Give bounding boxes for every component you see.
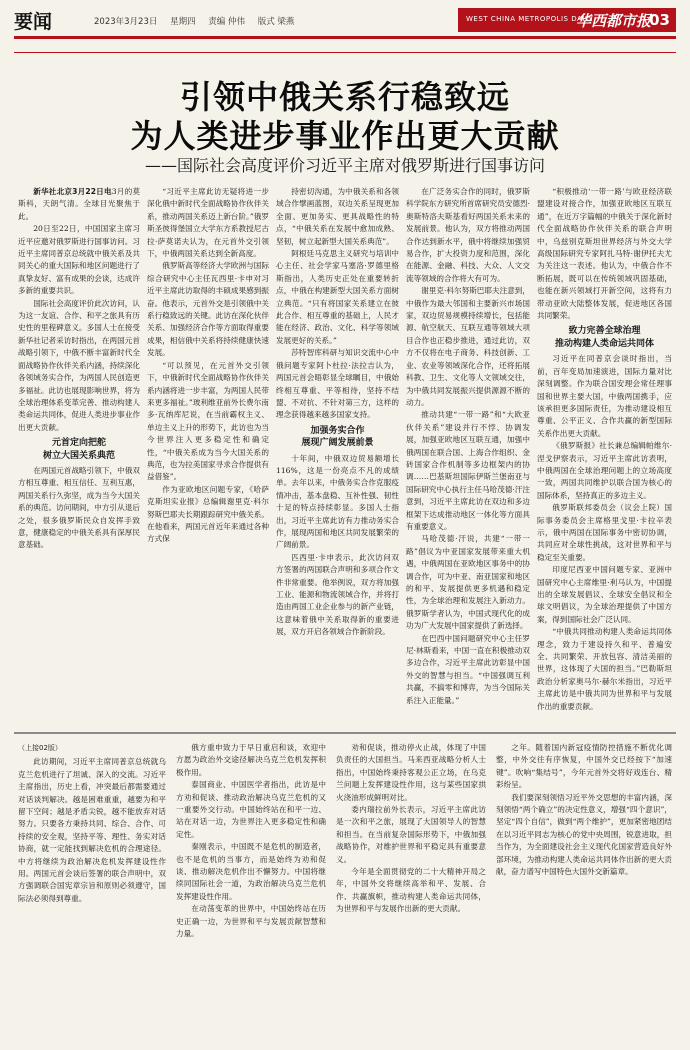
paragraph: 俄罗斯高等经济大学欧洲与国际综合研究中心主任瓦西里·卡申对习近平主席此访取得的丰硕成果感到振奋。他表示，元首外交是引领俄中关系行稳致远的关键。此访在深化伙伴关系、加强经济合作等方面取得重要成果，相信俄中关系将持续健康快速发展。 [147, 261, 269, 358]
paragraph: 十年间，中俄双边贸易额增长116%，这是一份亮点不凡的成绩单。去年以来，中俄务实合作克服疫情冲击，基本盘稳、互补性强、韧性十足的特点持续彰显。多国人士指出，习近平主席此访有力推动务实合作，展现两国和地区共同发展繁荣的广阔前景。 [276, 453, 399, 550]
paragraph: 俄方重申致力于早日重启和谈，欢迎中方愿为政治外交途径解决乌克兰危机发挥积极作用。 [176, 743, 326, 777]
section-divider [14, 732, 676, 734]
paragraph: “习近平主席此访无疑将进一步深化俄中新时代全面战略协作伙伴关系，推动两国关系迈上新台阶。”俄罗斯圣彼得堡国立大学东方系教授尼古拉·萨莫诺夫认为，在元首外交引领下，中俄两国关系达到全新高度。 [147, 187, 269, 259]
paragraph: 印度尼西亚中国问题专家、亚洲中国研究中心主席维里·利马认为，中国提出的全球发展倡议、全球安全倡议和全球文明倡议，为全球治理提供了中国方案，得到国际社会广泛认同。 [537, 565, 672, 624]
issue-date: 2023年3月23日 [94, 17, 158, 27]
paragraph: 在巴西中国问题研究中心主任罗尼·林斯看来，中国一直在积极推动双多边合作，习近平主席此访彰显中国外交的智慧与担当。“中国强调互利共赢，不搞零和博弈，为当今国际关系注入正能量。” [406, 633, 530, 705]
paragraph: 谢里克·科尔努斯巴耶夫注意到，中俄作为最大邻国和主要新兴市场国家，双边贸易规模持续增长，包括能源、航空航天、互联互通等领域大项目合作也正稳步推进，通过此访，双方不仅将在电子商务、科技创新、工业、农业等领域深化合作，还将拓展科教、卫生、文化等人文领域交往，为中俄共同发展振兴提供源源不断的动力。 [406, 286, 530, 407]
continued-column-3 [336, 742, 486, 1044]
continued-marker: （上接02版） [18, 744, 62, 752]
paragraph: 在广泛务实合作的同时，俄罗斯科学院东方研究所首席研究员安德烈·奥斯特洛夫斯基看好两国关系未来的发展前景。他认为，双方将推动两国合作达到新水平，俄中将继续加强贸易合作，扩大投资力度和范围，深化在能源、金融、科技、大众、人文交流等领域的合作将大有可为。 [406, 187, 530, 283]
english-name: WEST CHINA METROPOLIS DAILY [466, 15, 594, 23]
paragraph: 阿根廷马克思主义研究与培训中心主任、社会学家马塞洛·罗德里格斯指出，人类历史正处在重要转折点，中俄在构建新型大国关系方面树立典范。“只有将国家关系建立在彼此合作、相互尊重的基础上，人民才能在经济、政治、文化、科学等领域发展更好的关系。” [276, 249, 399, 345]
continued-column-4 [496, 742, 672, 1044]
paragraph: 秦刚表示，中国既不是危机的制造者，也不是危机的当事方，而是始终为劝和促谈、推动解决危机作出不懈努力。中国将继续同国际社会一道，为政治解决乌克兰危机发挥建设性作用。 [176, 842, 326, 901]
paragraph: 马哈茂德·汗说，共建“一带一路”倡议为中亚国家发展带来重大机遇，中俄两国在亚欧地区事务中的协调合作，可为中亚、南亚国家和地区的和平、发展提供更多机遇和稳定性，为全球治理和发展注入新动力。俄罗斯学者认为，中国式现代化的成功为广大发展中国家提供了新选择。 [406, 534, 530, 631]
article-column-4 [406, 186, 530, 726]
newspaper-logo: 华西都市报 [576, 12, 652, 30]
paragraph: 在动荡变革的世界中，中国始终站在历史正确一边，为世界和平与发展贡献智慧和力量。 [176, 904, 326, 939]
paragraph: 持密切沟通，为中俄关系和各领域合作擘画蓝图，双边关系呈现更加全面、更加务实、更具战略性的特点，“中俄关系在发展中愈加成熟、坚韧，树立起新型大国关系典范”。 [276, 187, 399, 246]
paragraph: 泰国商业、中国医学者指出，此访是中方劝和促谈、推动政治解决乌克兰危机的又一重要外交行动。中国始终站在和平一边、站在对话一边，为世界注入更多稳定性和确定性。 [176, 780, 326, 839]
paragraph: 劝和促谈，推动停火止战，体现了中国负责任的大国担当。马来西亚战略分析人士指出，中国始终秉持客观公正立场，在乌克兰问题上发挥建设性作用，这与某些国家拱火浇油形成鲜明对比。 [336, 743, 486, 802]
paragraph: 国际社会高度评价此次访问，认为这一友谊、合作、和平之旅具有历史性的里程碑意义。多国人士在接受新华社记者采访时指出，在两国元首战略引领下，中俄不断丰富新时代全面战略协作伙伴关系内涵，持续深化各领域务实合作，为两国人民创造更多福祉。此访也展现影响世界，将为全球治理体系变革完善、推动构建人类命运共同体，促进人类进步事业作出更大贡献。 [18, 298, 140, 432]
continued-column-1 [18, 742, 166, 1044]
section-name: 要闻 [14, 11, 53, 33]
article-column-3 [276, 186, 399, 726]
paragraph: 莎特智库科研与知识交流中心中俄问题专家阿卜杜拉·法拉吉认为，两国元首会晤彰显全球瞩目，中俄始终相互尊重、平等相待，坚持不结盟、不对抗、不针对第三方，这样的理念获得越来越多国家支持。 [276, 348, 399, 420]
page-number: 03 [649, 11, 670, 29]
article-column-1 [18, 186, 140, 726]
paragraph: 俄罗斯联邦委员会（议会上院）国际事务委员会主席格里戈里·卡拉辛表示，俄中两国在国际事务中密切协调，共同应对全球性挑战，这对世界和平与稳定至关重要。 [537, 503, 672, 562]
lead-tag: 新华社北京3月22日电 [33, 187, 112, 196]
paragraph: 今年是全面贯彻党的二十大精神开局之年，中国外交将继续高举和平、发展、合作、共赢旗帜，推动构建人类命运共同体，为世界和平与发展作出新的更大贡献。 [336, 867, 486, 914]
paragraph: 推动共建“一带一路”和“大欧亚伙伴关系”建设并行不悖、协调发展，加强亚欧地区互联互通，加强中俄两国在联合国、上海合作组织、金砖国家合作机制等多边框架内的协调……巴基斯坦国际伊斯兰堡南亚与国际研究中心执行主任马哈茂德·汗注意到，习近平主席此访在双边和多边框架下达成推动地区一体化等方面具有重要意义。 [406, 410, 530, 531]
paragraph: 委内瑞拉前外长表示，习近平主席此访是一次和平之旅，展现了大国领导人的智慧和担当。在当前复杂国际形势下，中俄加强战略协作，对维护世界和平稳定具有重要意义。 [336, 805, 486, 864]
lead-paragraph [18, 186, 140, 223]
masthead [14, 6, 676, 39]
designer-credit: 版式 梁燕 [257, 17, 295, 27]
article-column-5 [537, 186, 672, 726]
headline-line-2: 为人类进步事业作出更大贡献 [130, 117, 560, 155]
article-column-2 [147, 186, 269, 726]
paragraph: 匹西里·卡申表示，此次访问双方签署的两国联合声明和多项合作文件非常重要。他举例说，双方将加强工业、能源和物流领域合作，并将打造由两国工业企业参与的新产业链，这意味着俄中关系取得新的重要进展，双方开启各领域合作新阶段。 [276, 552, 399, 637]
subheading-1: 元首定向把舵 树立大国关系典范 [42, 438, 115, 461]
paragraph: 此访期间，习近平主席同普京总统就乌克兰危机进行了坦诚、深入的交流。习近平主席指出，历史上看，冲突最后都需要通过对话谈判解决。越是困难重重，越要为和平留下空间；越是矛盾尖锐，越不能放弃对话努力。只要各方秉持共同、综合、合作、可持续的安全观，坚持平等、理性、务实对话协商，就一定能找到解决危机的合理途径。中方将继续为政治解决危机发挥建设性作用。两国元首会谈后签署的联合声明中，双方强调联合国宪章宗旨和原则必须遵守，国际法必须得到尊重。 [18, 757, 166, 903]
subheading-3: 致力完善全球治理 推动构建人类命运共同体 [554, 326, 654, 349]
headline-line-1: 引领中俄关系行稳致远 [179, 78, 510, 116]
masthead-band [458, 8, 676, 32]
top-divider [14, 52, 676, 53]
paragraph: 我们要深刻领悟习近平外交思想的丰富内涵，深刻领悟“两个确立”的决定性意义，增强“四个意识”，坚定“四个自信”，做到“两个维护”，更加紧密地团结在以习近平同志为核心的党中央周围，锐意进取，担当作为，为全面建设社会主义现代化国家营造良好外部环境，为推动构建人类命运共同体作出新的更大贡献，奋力谱写中国特色大国外交新篇章。 [496, 792, 672, 877]
issue-weekday: 星期四 [170, 17, 196, 27]
headline-subtitle: ——国际社会高度评价习近平主席对俄罗斯进行国事访问 [144, 156, 545, 175]
dateline [94, 15, 304, 27]
paragraph: “中俄共同推动构建人类命运共同体理念，致力于建设持久和平、普遍安全、共同繁荣、开放包容、清洁美丽的世界，这体现了大国的担当。”巴勒斯坦政治分析家奥马尔·赫尔米指出，习近平主席此访是中俄共同为世界和平与发展作出的重要贡献。 [537, 627, 672, 711]
paragraph: “可以预见，在元首外交引领下，中俄新时代全面战略协作伙伴关系内涵将进一步丰富，为两国人民带来更多福祉。”玻利维亚前外长费尔南多·瓦纳库尼说，在当前霸权主义、单边主义上升的形势下，此访也为当今世界注入更多稳定性和确定性，“中俄关系成为当今大国关系的典范，也为拉美国家寻求合作提供有益借鉴”。 [147, 360, 269, 482]
paragraph: 习近平在同普京会谈时指出，当前，百年变局加速演进，国际力量对比深刻调整。作为联合国安理会常任理事国和世界主要大国，中俄两国携手，应该承担更多国际责任，为推动建设相互尊重、公平正义、合作共赢的新型国际关系作出更大贡献。 [537, 354, 672, 438]
paragraph: 在两国元首战略引领下，中俄双方相互尊重、相互信任、互利互惠，两国关系行久弥坚，成为当今大国关系的典范。访问期间，中方引从退后之处，很多俄罗斯民众自发挥手致意，健康稳定的中俄关系具有深厚民意基础。 [18, 465, 140, 550]
paragraph: “积极推动‘一带一路’与欧亚经济联盟建设对接合作，加强亚欧地区互联互通”，在近万字篇幅的中俄关于深化新时代全面战略协作伙伴关系的联合声明中，乌兹别克斯坦世界经济与外交大学高级国际研究专家阿扎马特·谢伊托夫尤为关注这一表述。他认为，中俄合作不断拓展，既可以在传统领域巩固基础，也能在新兴领域打开新空间，这将有力带动亚欧大陆整体发展，促进地区各国共同繁荣。 [537, 187, 672, 321]
subheading-2: 加强务实合作 展现广阔发展前景 [301, 425, 374, 449]
lead-text: 3月的莫斯科，天朗气清。全球目光聚焦于此。 [18, 187, 140, 221]
paragraph: 之年。随着国内新冠疫情防控措施不断优化调整，中外交往有序恢复，中国外交已经按下“加速键”。吹响“集结号”，今年元首外交将好戏连台、精彩纷呈。 [496, 743, 672, 790]
paragraph: 《俄罗斯报》社长兼总编辑帕维尔·涅戈伊察表示，习近平主席此访表明，中俄两国在全球治理问题上的立场高度一致，两国共同维护以联合国为核心的国际体系，坚持真正的多边主义。 [537, 441, 672, 500]
paragraph: 作为亚欧地区问题专家，《哈萨克斯坦实业报》总编辑谢里克·科尔努斯巴耶夫长期跟踪研究中俄关系。在他看来，两国元首近年来通过各种方式保 [147, 484, 269, 544]
paragraph: 20日至22日，中国国家主席习近平应邀对俄罗斯进行国事访问。习近平主席同普京总统就中俄关系及共同关心的重大国际和地区问题进行了真挚友好、富有成果的会谈，达成许多新的重要共识。 [18, 224, 140, 296]
editor-credit: 责编 仲伟 [208, 17, 245, 27]
continued-column-2 [176, 742, 326, 1044]
